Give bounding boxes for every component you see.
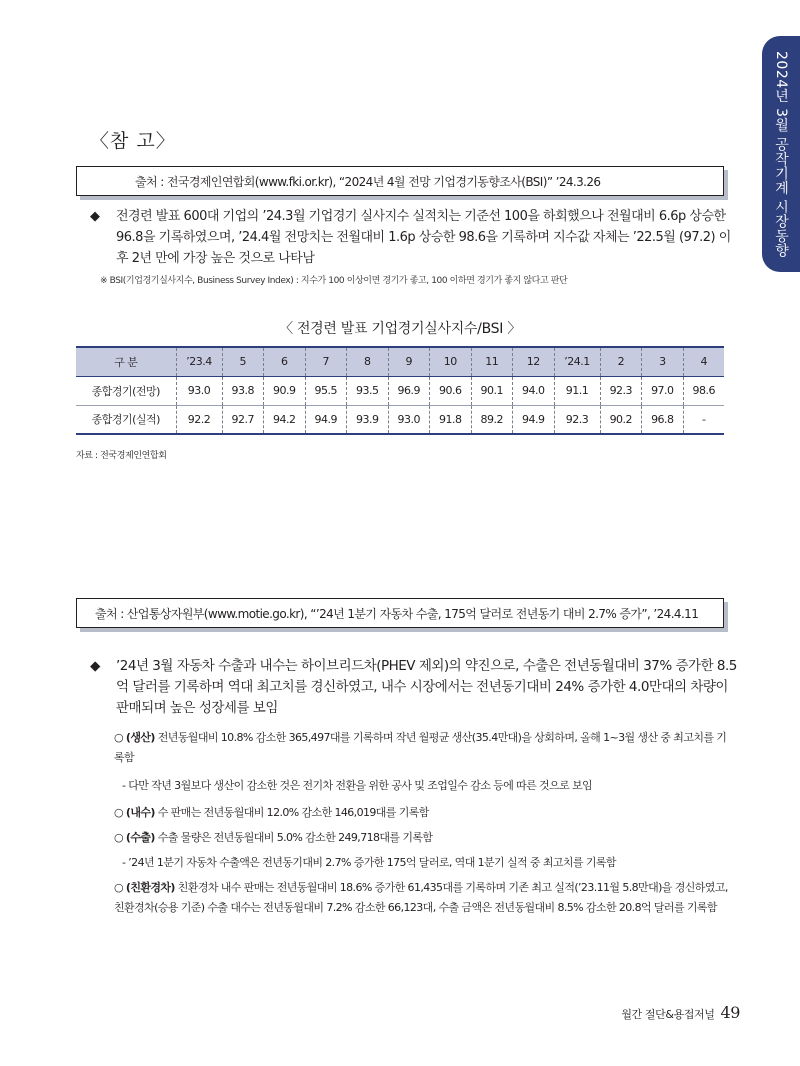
sub-item-eco-friendly bbox=[114, 878, 728, 918]
sub-item-text: ’24년 1분기 자동차 수출액은 전년동기대비 2.7% 증가한 175억 달러로, 역대 1분기 실적 중 최고치를 기록함 bbox=[128, 856, 616, 869]
table-cell: 96.8 bbox=[642, 405, 684, 434]
source-box-2 bbox=[76, 598, 724, 628]
table-cell: 94.9 bbox=[513, 405, 555, 434]
table-header-cell: 9 bbox=[388, 347, 430, 376]
table-header-cell: 10 bbox=[430, 347, 472, 376]
table-cell: 92.7 bbox=[222, 405, 264, 434]
sub-item-label: (생산) bbox=[125, 731, 155, 744]
bsi-note: ※ BSI(기업경기실사지수, Business Survey Index) : 지수가 100 이상이면 경기가 좋고, 100 이하면 경기가 좋지 않다고 판단 bbox=[100, 276, 568, 286]
table-cell: 93.0 bbox=[388, 405, 430, 434]
table-cell: 90.6 bbox=[430, 376, 472, 405]
circle-bullet-icon: ○ bbox=[114, 806, 123, 819]
sub-item-text: 수 판매는 전년동월대비 12.0% 감소한 146,019대를 기록함 bbox=[154, 806, 429, 819]
table-cell: 94.9 bbox=[305, 405, 347, 434]
table-cell: 91.1 bbox=[554, 376, 600, 405]
table-header-cell: 2 bbox=[600, 347, 642, 376]
sub-item-text: 전년동월대비 10.8% 감소한 365,497대를 기록하며 작년 월평균 생산(35.4만대)을 상회하며, 올해 1~3월 생산 중 최고치를 기록함 bbox=[114, 731, 727, 764]
table-header-cell: ’23.4 bbox=[176, 347, 222, 376]
table-cell: 93.0 bbox=[176, 376, 222, 405]
sub-item-domestic bbox=[114, 803, 728, 823]
circle-bullet-icon: ○ bbox=[114, 831, 123, 844]
table-cell: - bbox=[683, 405, 724, 434]
table-cell: 91.8 bbox=[430, 405, 472, 434]
table-cell: 95.5 bbox=[305, 376, 347, 405]
table-cell: 90.1 bbox=[471, 376, 513, 405]
table-cell: 98.6 bbox=[683, 376, 724, 405]
table-cell: 89.2 bbox=[471, 405, 513, 434]
table-header-cell: 7 bbox=[305, 347, 347, 376]
table-header-cell: 3 bbox=[642, 347, 684, 376]
table-cell: 92.3 bbox=[600, 376, 642, 405]
source-text-2: 출처 : 산업통상자원부(www.motie.go.kr), “’24년 1분기 자동차 수출, 175억 달러로 전년동기 대비 2.7% 증가”, ’24.4.11 bbox=[95, 606, 699, 621]
table-row-label: 종합경기(실적) bbox=[76, 405, 176, 434]
table-header-cell: 4 bbox=[683, 347, 724, 376]
section-side-tab-label: 2024년 3월 공작기계 시장동향 bbox=[773, 50, 789, 258]
table-cell: 93.8 bbox=[222, 376, 264, 405]
table-source: 자료 : 전국경제인연합회 bbox=[76, 451, 167, 461]
page-footer bbox=[621, 1003, 740, 1022]
sub-item-production-detail bbox=[122, 776, 728, 796]
sub-item-export bbox=[114, 828, 728, 848]
table-cell: 97.0 bbox=[642, 376, 684, 405]
table-header-cell: ’24.1 bbox=[554, 347, 600, 376]
bullet-paragraph-1 bbox=[92, 206, 732, 269]
table-cell: 93.9 bbox=[347, 405, 389, 434]
sub-item-label: (내수) bbox=[125, 806, 155, 819]
table-header-cell: 12 bbox=[513, 347, 555, 376]
table-header-cell: 11 bbox=[471, 347, 513, 376]
magazine-name: 월간 절단&용접저널 bbox=[621, 1008, 715, 1021]
table-header-cell: 8 bbox=[347, 347, 389, 376]
circle-bullet-icon: ○ bbox=[114, 881, 123, 894]
dash-bullet-icon: - bbox=[122, 779, 126, 792]
sub-item-text: 수출 물량은 전년동월대비 5.0% 감소한 249,718대를 기록함 bbox=[154, 831, 433, 844]
source-box-1 bbox=[76, 166, 724, 196]
bullet-paragraph-2 bbox=[92, 656, 742, 719]
table-cell: 92.2 bbox=[176, 405, 222, 434]
diamond-bullet-icon: ◆ bbox=[90, 658, 100, 674]
diamond-bullet-icon: ◆ bbox=[90, 209, 100, 224]
table-cell: 94.2 bbox=[264, 405, 306, 434]
table-row bbox=[76, 405, 724, 434]
sub-item-label: (친환경차) bbox=[125, 881, 175, 894]
bullet-text-1: 전경련 발표 600대 기업의 ’24.3월 기업경기 실사지수 실적치는 기준선 100을 하회했으나 전월대비 6.6p 상승한 96.8을 기록하였으며, ’24.4월 전망치는 전월대비 1.6p 상승한 98.6을 기록하며 지수값 자체는 ’22.5월 (97.2) 이후 2년 만에 가장 높은 것으로 나타남 bbox=[116, 209, 731, 266]
sub-item-production bbox=[114, 728, 728, 768]
table-cell: 96.9 bbox=[388, 376, 430, 405]
circle-bullet-icon: ○ bbox=[114, 731, 123, 744]
sub-item-text: 친환경차 내수 판매는 전년동월대비 18.6% 증가한 61,435대를 기록하며 기존 최고 실적(’23.11월 5.8만대)을 경신하였고, 친환경차(승용 기준) 수출 대수는 전년동월대비 7.2% 감소한 66,123대, 수출 금액은 전년동월대비 8.5% 감소한 20.8억 달러를 기록함 bbox=[114, 881, 728, 914]
section-label: 〈참 고〉 bbox=[90, 130, 176, 152]
bullet-text-2: ’24년 3월 자동차 수출과 내수는 하이브리드차(PHEV 제외)의 약진으로, 수출은 전년동월대비 37% 증가한 8.5억 달러를 기록하며 역대 최고치를 경신하였고, 내수 시장에서는 전년동기대비 24% 증가한 4.0만대의 차량이 판매되며 높은 성장세를 보임 bbox=[116, 658, 737, 716]
section-side-tab bbox=[762, 36, 800, 272]
sub-item-export-detail bbox=[122, 853, 728, 873]
table-cell: 93.5 bbox=[347, 376, 389, 405]
source-text-1: 출처 : 전국경제인연합회(www.fki.or.kr), “2024년 4월 전망 기업경기동향조사(BSI)” ’24.3.26 bbox=[135, 174, 601, 189]
table-title: 〈 전경련 발표 기업경기실사지수/BSI 〉 bbox=[279, 321, 521, 337]
sub-item-label: (수출) bbox=[125, 831, 155, 844]
table-header-row bbox=[76, 347, 724, 376]
table-cell: 92.3 bbox=[554, 405, 600, 434]
page-number: 49 bbox=[720, 1003, 740, 1022]
table-cell: 94.0 bbox=[513, 376, 555, 405]
dash-bullet-icon: - bbox=[122, 856, 126, 869]
sub-item-text: 다만 작년 3월보다 생산이 감소한 것은 전기차 전환을 위한 공사 및 조업일수 감소 등에 따른 것으로 보임 bbox=[128, 779, 593, 792]
table-header-cell: 5 bbox=[222, 347, 264, 376]
table-cell: 90.2 bbox=[600, 405, 642, 434]
table-header-cell: 6 bbox=[264, 347, 306, 376]
table-row bbox=[76, 376, 724, 405]
table-row-label: 종합경기(전망) bbox=[76, 376, 176, 405]
table-header-cell: 구 분 bbox=[76, 347, 176, 376]
bsi-table bbox=[76, 346, 724, 435]
table-cell: 90.9 bbox=[264, 376, 306, 405]
